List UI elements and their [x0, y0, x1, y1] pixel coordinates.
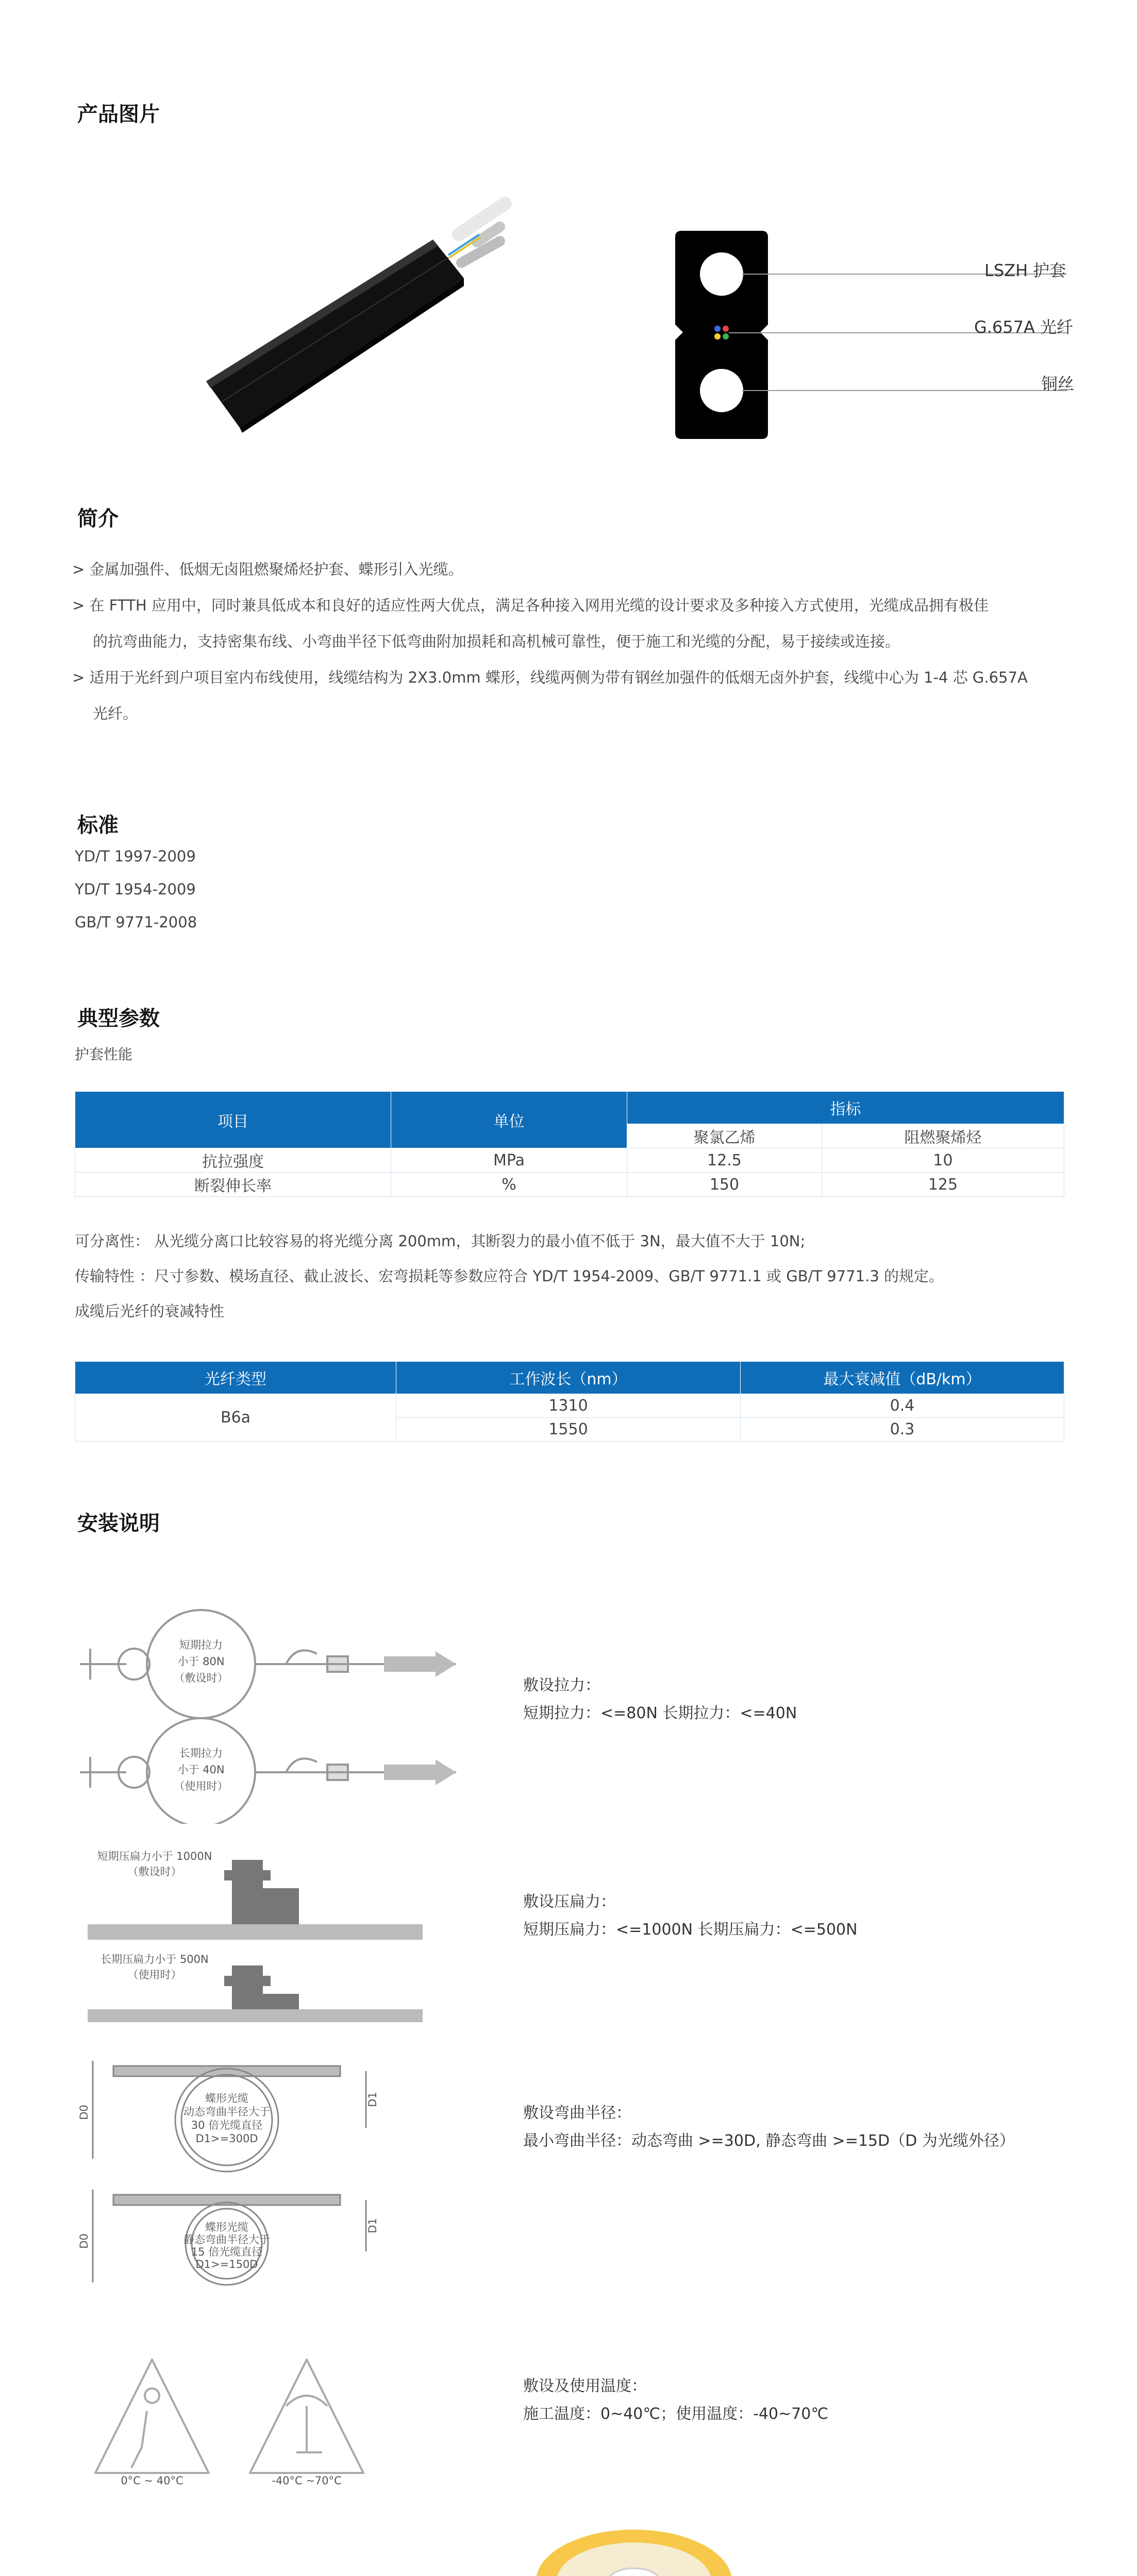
cell-item: 抗拉强度 [75, 1148, 391, 1173]
note-temp-body: 施工温度：0~40℃；使用温度：-40~70℃ [523, 2405, 829, 2423]
cell-atten: 0.3 [741, 1418, 1064, 1442]
intro-list [72, 551, 1082, 732]
table1-header-unit: 单位 [391, 1092, 627, 1148]
cell-item: 断裂伸长率 [75, 1173, 391, 1197]
fig2-b-line1: 长期压扁力小于 500N [101, 1953, 209, 1965]
table-row [75, 1148, 1064, 1173]
fig2-a-line2: （敷设时） [127, 1866, 182, 1878]
temperature-figure [90, 2349, 410, 2488]
cell-wavelength: 1550 [396, 1418, 741, 1442]
label-fiber: G.657A 光纤 [974, 317, 1074, 337]
fig1-a-line3: （敷设时） [174, 1672, 228, 1684]
section-title-product-images: 产品图片 [77, 103, 160, 126]
table2-header-atten: 最大衰减值（dB/km） [741, 1362, 1064, 1394]
sheath-performance-table [75, 1091, 1064, 1197]
fig1-a-line1: 短期拉力 [179, 1639, 223, 1651]
note-crush-force [523, 1888, 858, 1944]
fig3-b-line4: D1>=150D [195, 2258, 258, 2270]
cable-photo [191, 185, 551, 474]
note-bend-body: 最小弯曲半径：动态弯曲 >=30D, 静态弯曲 >=15D（D 为光缆外径） [523, 2132, 1015, 2150]
intro-item: > 金属加强件、低烟无卤阻燃聚烯烃护套、蝶形引入光缆。 [72, 561, 463, 578]
intro-item: > 适用于光纤到户项目室内布线使用，线缆结构为 2X3.0mm 蝶形，线缆两侧为带有钢丝加强件的低烟无卤外护套，线缆中心为 1-4 芯 G.657A [72, 669, 1028, 686]
fig3-a-line4: D1>=300D [195, 2132, 258, 2145]
fig1-b-line2: 小于 40N [177, 1764, 225, 1776]
cell-lszh: 125 [822, 1173, 1064, 1197]
section-title-params: 典型参数 [77, 1007, 160, 1030]
cell-lszh: 10 [822, 1148, 1064, 1173]
fig3-a-line1: 蝶形光缆 [205, 2092, 248, 2105]
fig3-d0-label: D0 [78, 2105, 90, 2120]
intro-item: 光纤。 [93, 705, 138, 722]
fig3-b-line2: 静态弯曲半径大于 [183, 2233, 270, 2246]
cell-pvc: 150 [627, 1173, 822, 1197]
param-notes [75, 1224, 944, 1329]
fig2-a-line1: 短期压扁力小于 1000N [97, 1850, 212, 1862]
fig3-a-line2: 动态弯曲半径大于 [183, 2106, 270, 2118]
table1-subheader-lszh: 阻燃聚烯烃 [822, 1124, 1064, 1148]
standards-list [75, 840, 197, 939]
intro-item: > 在 FTTH 应用中，同时兼具低成本和良好的适应性两大优点，满足各种接入网用光缆的设计要求及多种接入方式使用，光缆成品拥有极佳 [72, 597, 989, 614]
note-pulling-force [523, 1672, 797, 1727]
note-attenuation-title: 成缆后光纤的衰减特性 [75, 1302, 225, 1320]
section-title-intro: 简介 [77, 507, 119, 531]
label-steel: 铜丝 [1041, 374, 1075, 394]
note-temperature [523, 2372, 828, 2428]
fig3-d1-label-b: D1 [366, 2218, 379, 2233]
note-bend-title: 敷设弯曲半径： [523, 2104, 631, 2122]
cable-reel-image [515, 2524, 742, 2576]
fig3-b-line1: 蝶形光缆 [205, 2221, 248, 2233]
bend-radius-figure [77, 2040, 407, 2287]
note-pulling-body: 短期拉力：<=80N 长期拉力：<=40N [523, 1704, 797, 1722]
cell-wavelength: 1310 [396, 1394, 741, 1418]
fig4-b-label: -40°C ~70°C [272, 2475, 342, 2487]
section-title-packaging [77, 2573, 160, 2576]
note-pulling-title: 敷设拉力： [523, 1676, 600, 1694]
cell-unit: % [391, 1173, 627, 1197]
fig3-d1-label: D1 [366, 2092, 379, 2107]
section-title-standards: 标准 [77, 814, 119, 837]
table1-subheader-pvc: 聚氯乙烯 [627, 1124, 822, 1148]
fig2-b-line2: （使用时） [127, 1969, 182, 1981]
note-bend-radius [523, 2099, 1015, 2155]
standard-item: YD/T 1997-2009 [75, 848, 196, 865]
note-crush-title: 敷设压扁力： [523, 1893, 616, 1911]
crush-force-figure [77, 1834, 438, 2025]
cell-unit: MPa [391, 1148, 627, 1173]
table-row [75, 1173, 1064, 1197]
intro-item: 的抗弯曲能力，支持密集布线、小弯曲半径下低弯曲附加损耗和高机械可靠性，便于施工和光缆的分配，易于接续或连接。 [93, 633, 900, 650]
table1-header-spec: 指标 [627, 1092, 1064, 1124]
fig1-b-line3: （使用时） [174, 1780, 228, 1792]
cell-pvc: 12.5 [627, 1148, 822, 1173]
cell-atten: 0.4 [741, 1394, 1064, 1418]
note-separability: 可分离性： 从光缆分离口比较容易的将光缆分离 200mm，其断裂力的最小值不低于 3N，最大值不大于 10N; [75, 1232, 806, 1250]
label-sheath: LSZH 护套 [984, 261, 1066, 280]
fig3-a-line3: 30 倍光缆直径 [191, 2119, 263, 2131]
fig3-b-line3: 15 倍光缆直径 [191, 2246, 263, 2258]
note-temp-title: 敷设及使用温度： [523, 2377, 647, 2395]
table2-header-wavelength: 工作波长（nm） [396, 1362, 741, 1394]
table-row [75, 1394, 1064, 1418]
note-transmission: 传输特性 ：尺寸参数、模场直径、截止波长、宏弯损耗等参数应符合 YD/T 1954-2009、GB/T 9771.1 或 GB/T 9771.3 的规定。 [75, 1267, 944, 1285]
table1-header-item: 项目 [75, 1092, 391, 1148]
pulling-force-figure [75, 1597, 477, 1824]
table2-header-type: 光纤类型 [75, 1362, 396, 1394]
cell-fiber-type: B6a [75, 1394, 396, 1442]
attenuation-table [75, 1361, 1064, 1442]
section-title-install: 安装说明 [77, 1512, 160, 1535]
fig1-b-line1: 长期拉力 [179, 1747, 223, 1759]
standard-item: GB/T 9771-2008 [75, 913, 197, 931]
note-crush-body: 短期压扁力：<=1000N 长期压扁力：<=500N [523, 1921, 858, 1939]
fig3-d0-label-b: D0 [78, 2233, 90, 2249]
sheath-performance-title: 护套性能 [75, 1046, 133, 1063]
standard-item: YD/T 1954-2009 [75, 880, 196, 898]
fig1-a-line2: 小于 80N [177, 1655, 225, 1668]
fig4-a-label: 0°C ~ 40°C [121, 2475, 183, 2487]
